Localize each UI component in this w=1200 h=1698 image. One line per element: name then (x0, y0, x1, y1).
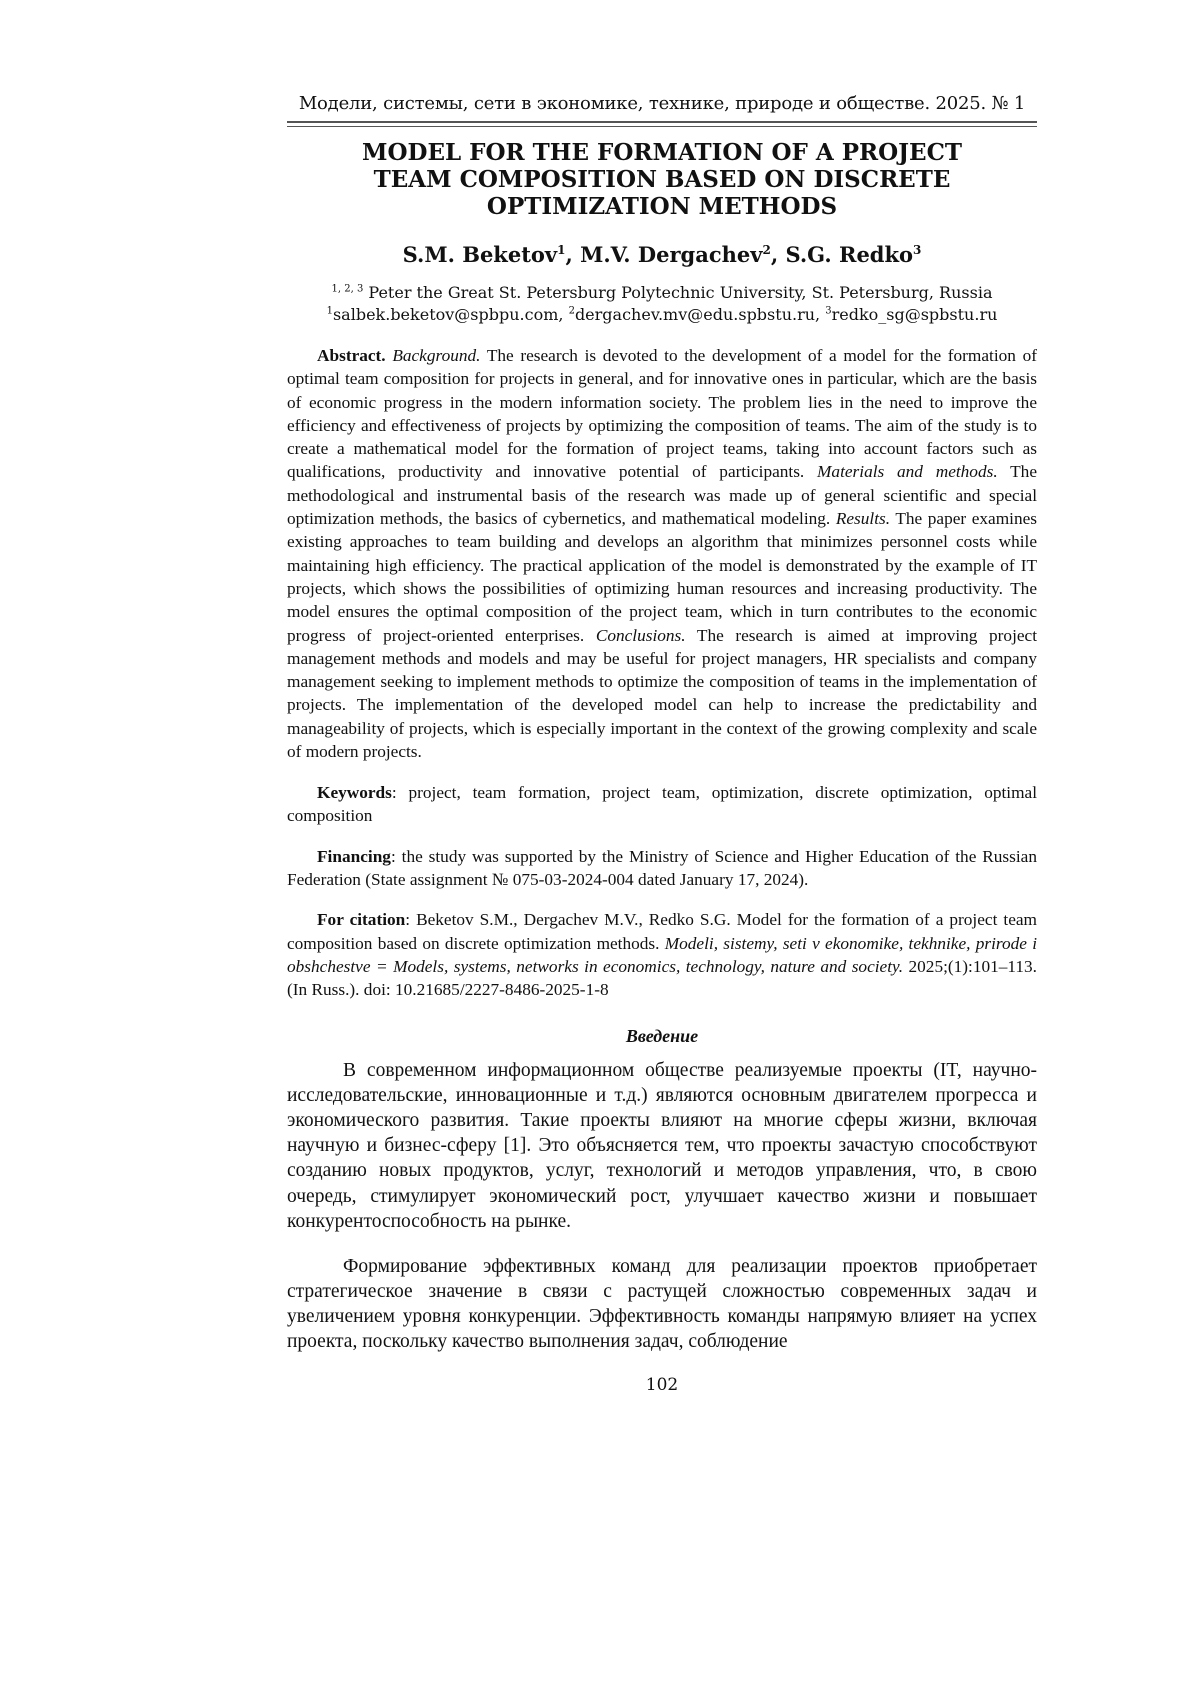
financing-text: : the study was supported by the Ministry of Science and Higher Education of the Russian Federation (State assignment № 075-03-2024-004 dated January 17, 2024). (287, 846, 1037, 889)
citation (287, 908, 1037, 1001)
keywords-text: : project, team formation, project team, optimization, discrete optimization, optimal composition (287, 782, 1037, 825)
abstract-background-text: The research is devoted to the development of a model for the formation of optimal team composition for projects in general, and for innovative ones in particular, which are the basis of economic progress in the modern information society. The problem lies in the need to improve the efficiency and effectiveness of projects by optimizing the composition of teams. The aim of the study is to create a mathematical model for the formation of project teams, taking into account factors such as qualifications, productivity and innovative potential of participants. (287, 346, 1037, 482)
citation-text: : Beketov S.M., Dergachev M.V., Redko S.G. Model for the formation of a project team composition based on discrete optimization methods. (287, 910, 1037, 953)
keywords (287, 781, 1037, 828)
abstract-label: Abstract. (317, 346, 386, 365)
email-sup: 1 (326, 305, 333, 317)
abstract-conclusions-label: Conclusions. (595, 625, 686, 645)
body-paragraph: Формирование эффективных команд для реализации проектов приобретает стратегическое значение в связи с растущей сложностью современных задач и увеличением уровня конкуренции. Эффективность команды напрямую влияет на успех проекта, поскольку качество выполнения задач, соблюдение (287, 1255, 1037, 1353)
section-title: Введение (625, 1025, 699, 1046)
affiliation-sup: 1, 2, 3 (331, 283, 364, 295)
email-link[interactable]: redko_sg@spbstu.ru (831, 305, 998, 324)
email-sup: 3 (825, 305, 832, 317)
title-line: OPTIMIZATION METHODS (486, 193, 838, 220)
financing-label: Financing (317, 846, 391, 866)
paper-page (287, 92, 1037, 1396)
abstract (287, 344, 1037, 763)
header-rule (287, 121, 1037, 127)
email-link[interactable]: dergachev.mv@edu.spbstu.ru (574, 305, 816, 324)
body-paragraph: В современном информационном обществе реализуемые проекты (IT, научно-исследовательские, инновационные и т.д.) являются основным двигателем прогресса и экономического развития. Такие проекты влияют на многие сферы жизни, включая научную и бизнес-сферу [1]. Это объясняется тем, что проекты зачастую способствуют созданию новых продуктов, услуг, технологий и методов управления, что, в свою очередь, стимулирует экономический рост, улучшает качество жизни и повышает конкурентоспособность на рынке. (287, 1059, 1037, 1232)
author-name: M.V. Dergachev (580, 242, 763, 267)
citation-journal: Modeli, sistemy, seti v ekonomike, tekhnike, prirode i obshchestve = Models, systems, networks in economics, technology, nature and society. (287, 933, 1038, 977)
affiliation (287, 282, 1037, 304)
keywords-label: Keywords (317, 782, 392, 802)
abstract-conclusions-text: The research is aimed at improving project management methods and models and may be useful for project managers, HR specialists and company management seeking to implement methods to optimize the composition of teams in the implementation of projects. The implementation of the developed model can help to increase the predictability and manageability of projects, which is especially important in the context of the growing complexity and scale of modern projects. (287, 625, 1038, 762)
abstract-results-label: Results. (835, 509, 891, 529)
abstract-methods-label: Materials and methods. (817, 462, 998, 482)
page-number: 102 (645, 1374, 679, 1395)
abstract-background-label: Background. (392, 346, 481, 365)
email-link[interactable]: salbek.beketov@spbpu.com (332, 305, 559, 324)
paper-title (287, 139, 1037, 220)
title-line: TEAM COMPOSITION BASED ON DISCRETE (373, 166, 951, 193)
abstract-methods-text: The methodological and instrumental basis of the research was made up of general scientific and special optimization methods, the basics of cybernetics, and mathematical modeling. (287, 462, 1037, 529)
author-sup: 1 (557, 243, 566, 257)
title-line: MODEL FOR THE FORMATION OF A PROJECT (362, 139, 962, 166)
email-sup: 2 (568, 305, 575, 317)
abstract-results-text: The paper examines existing approaches to team building and develops an algorithm that minimizes personnel costs while maintaining high efficiency. The practical application of the model is demonstrated by the example of IT projects, which shows the possibilities of optimizing human resources and increasing productivity. The model ensures the optimal composition of the project team, which in turn contributes to the economic progress of project-oriented enterprises. (287, 509, 1037, 645)
citation-tail: 2025;(1):101–113. (In Russ.). doi: 10.21685/2227-8486-2025-1-8 (287, 957, 1037, 1000)
running-header: Модели, системы, сети в экономике, технике, природе и обществе. 2025. № 1 (298, 93, 1026, 114)
author-name: S.M. Beketov (402, 242, 558, 267)
citation-label: For citation (317, 910, 406, 930)
affiliation-text: Peter the Great St. Petersburg Polytechnic University, St. Petersburg, Russia (368, 283, 993, 302)
author-emails: $^1$salbek.beketov@spbpu.com, $^2$dergachev.mv@edu.spbstu.ru, $^3$redko_sg@spbstu.ru (326, 305, 998, 324)
author-list: S.M. Beketov$^1$, M.V. Dergachev$^2$, S.G. Redko$^3$ (402, 242, 922, 267)
author-sup: 3 (913, 243, 922, 257)
author-sup: 2 (762, 243, 771, 257)
financing (287, 845, 1037, 892)
author-name: S.G. Redko (785, 242, 914, 267)
